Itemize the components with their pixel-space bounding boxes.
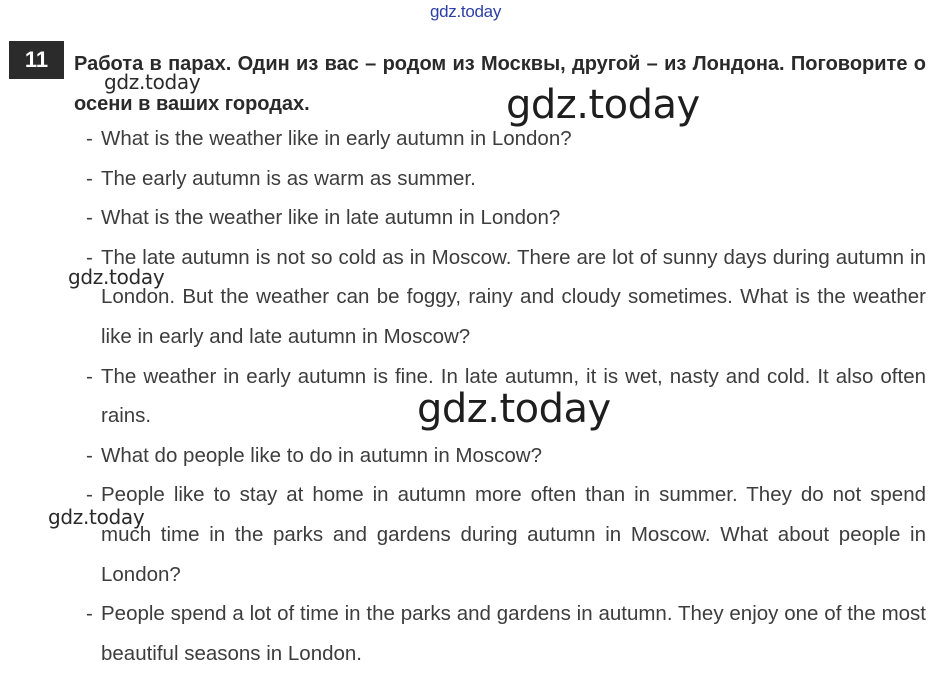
dialogue-dash: -	[86, 206, 93, 230]
watermark: gdz.today	[48, 505, 145, 529]
dialogue-line	[86, 159, 926, 199]
dialogue-text: People spend a lot of time in the parks and gardens in autumn. They enjoy one of the most beautiful seasons in London.	[101, 602, 926, 665]
dialogue-text: People like to stay at home in autumn more often than in summer. They do not spend much time in the parks and gardens during autumn in Moscow. What about people in London?	[101, 483, 926, 586]
dialogue-text: What is the weather like in late autumn in London?	[101, 206, 561, 230]
watermark: gdz.today	[417, 386, 611, 432]
dialogue-line	[86, 436, 926, 476]
dialogue-dash: -	[86, 364, 93, 388]
dialogue-line	[86, 357, 926, 436]
dialogue-text: The late autumn is not so cold as in Moscow. There are lot of sunny days during autumn in London. But the weather can be foggy, rainy and cloudy sometimes. What is the weather like in early and late autumn in Moscow?	[101, 245, 926, 348]
site-logo: gdz.today	[430, 2, 502, 21]
dialogue-line	[86, 198, 926, 238]
task-number-badge: 11	[9, 41, 64, 79]
dialogue-text: What do people like to do in autumn in Moscow?	[101, 443, 543, 467]
dialogue-text: The early autumn is as warm as summer.	[101, 166, 476, 190]
watermark: gdz.today	[104, 70, 201, 94]
dialogue-text: What is the weather like in early autumn in London?	[101, 127, 572, 150]
dialogue-line	[86, 119, 926, 159]
dialogue-line	[86, 594, 926, 673]
dialogue-list	[86, 119, 926, 673]
dialogue-line	[86, 475, 926, 594]
watermark: gdz.today	[68, 265, 165, 289]
dialogue-dash: -	[86, 166, 93, 190]
dialogue-dash: -	[86, 483, 93, 507]
dialogue-text: The weather in early autumn is fine. In late autumn, it is wet, nasty and cold. It also often rains.	[101, 364, 926, 428]
dialogue-dash: -	[86, 443, 93, 467]
dialogue-dash: -	[86, 127, 93, 150]
watermark: gdz.today	[506, 82, 700, 128]
dialogue-line	[86, 238, 926, 357]
dialogue-dash: -	[86, 602, 93, 626]
task-instruction: Работа в парах. Один из вас – родом из Москвы, другой – из Лондона. Поговорите о осени в ваших городах.	[74, 53, 926, 115]
dialogue-dash: -	[86, 245, 93, 269]
